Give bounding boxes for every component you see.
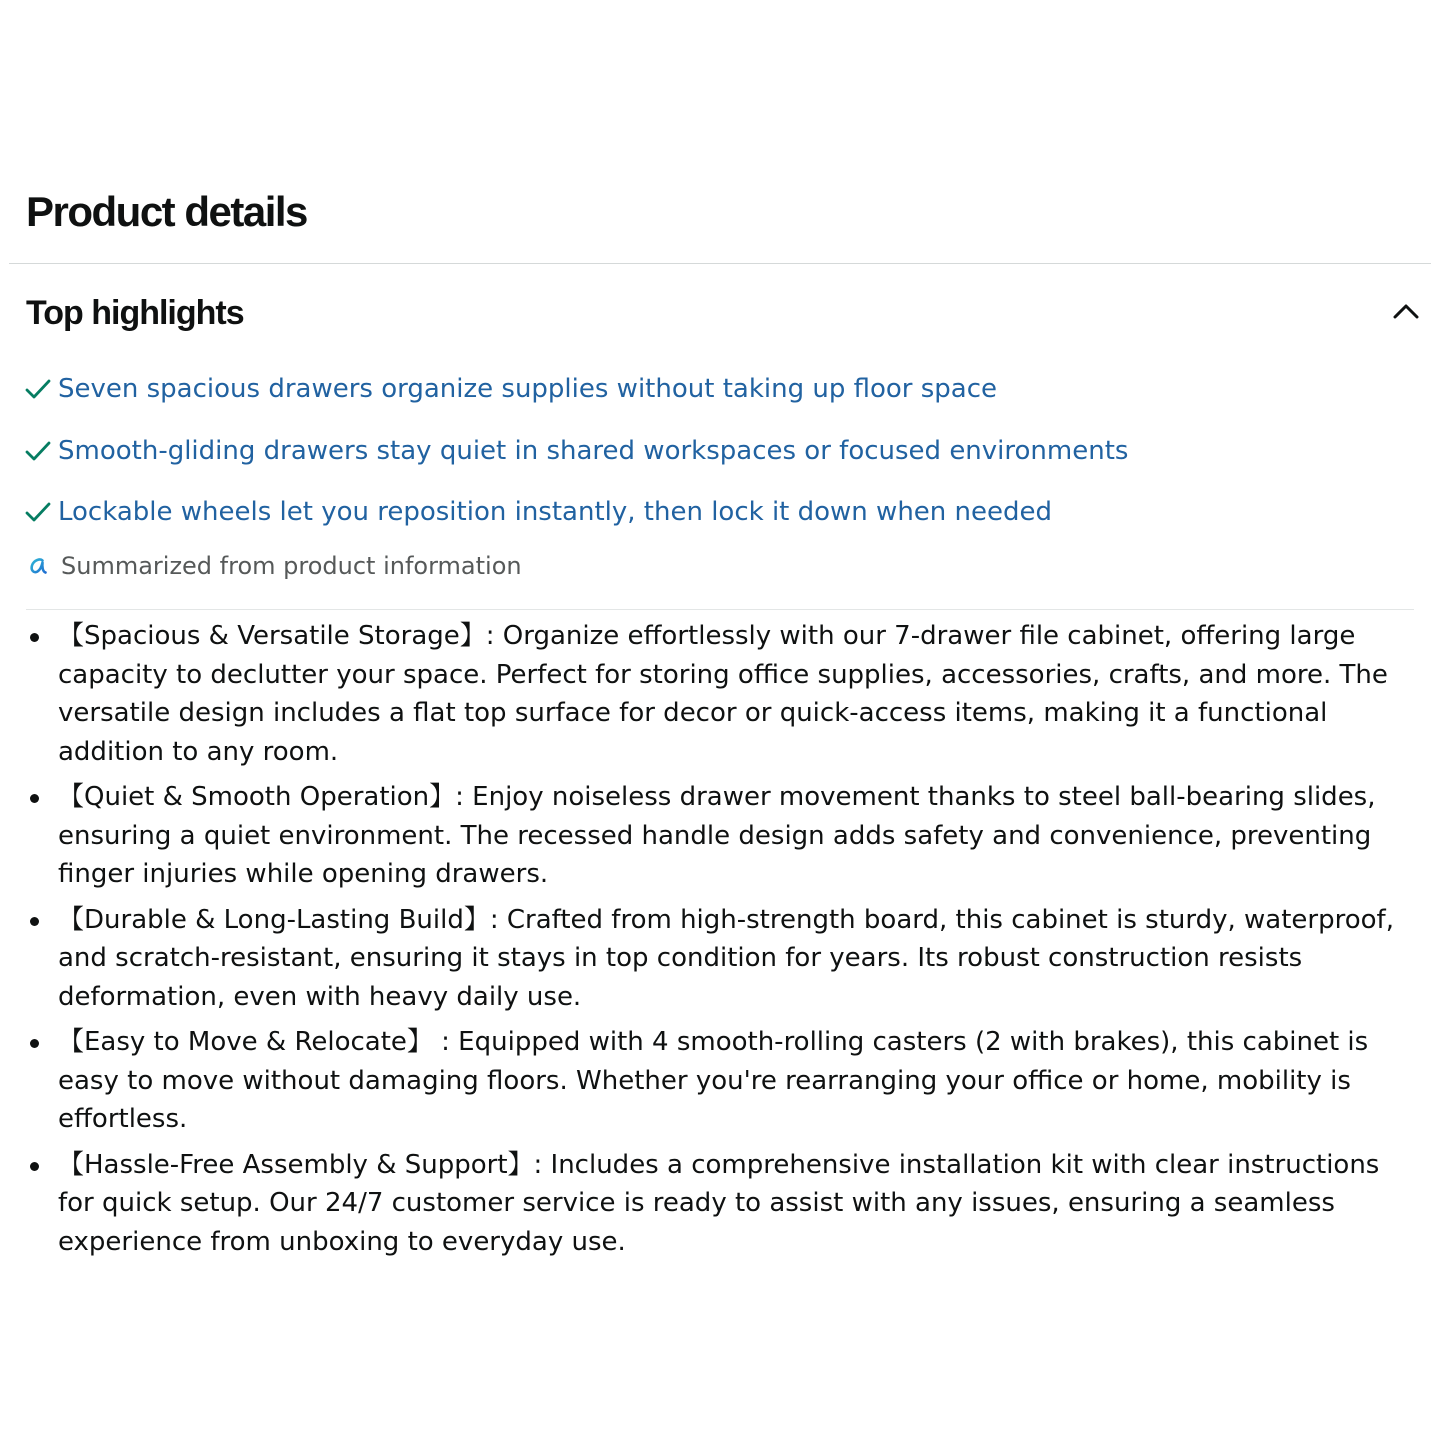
collapse-button[interactable] <box>1390 296 1422 328</box>
ai-summary-note <box>28 552 522 580</box>
check-icon <box>24 375 52 403</box>
summary-text: Summarized from product information <box>61 552 522 580</box>
feature-bullet <box>24 1023 1414 1139</box>
about-this-item-list <box>24 617 1414 1268</box>
page-title: Product details <box>26 188 307 235</box>
highlight-text: Seven spacious drawers organize supplies without taking up floor space <box>58 374 998 404</box>
highlights-divider <box>26 609 1414 610</box>
feature-text: 【Hassle-Free Assembly & Support】: Includes a comprehensive installation kit with clear instructions for quick setup. Our 24/7 customer service is ready to assist with any issues, ensuring a seamless experience from unboxing to everyday use. <box>58 1149 1380 1257</box>
chevron-up-icon <box>1390 296 1422 328</box>
bullet-dot <box>30 917 39 926</box>
bullet-dot <box>30 1039 39 1048</box>
feature-text: 【Quiet & Smooth Operation】: Enjoy noiseless drawer movement thanks to steel ball-bearing slides, ensuring a quiet environment. The recessed handle design adds safety and convenience, preventing finger injuries while opening drawers. <box>58 782 1376 889</box>
highlight-text: Lockable wheels let you reposition instantly, then lock it down when needed <box>58 497 1053 527</box>
bullet-dot <box>30 794 39 803</box>
check-icon <box>24 498 52 526</box>
section-divider <box>9 263 1431 264</box>
highlight-text: Smooth-gliding drawers stay quiet in shared workspaces or focused environments <box>58 435 1129 466</box>
bullet-dot <box>30 1162 39 1171</box>
highlight-item[interactable] <box>24 368 1128 410</box>
feature-text: 【Easy to Move & Relocate】 : Equipped with 4 smooth-rolling casters (2 with brakes), this cabinet is easy to move without damaging floors. Whether you're rearranging your office or home, mobility is effortless. <box>58 1027 1369 1134</box>
bullet-dot <box>30 633 39 642</box>
top-highlights-list <box>24 368 1128 553</box>
highlight-item[interactable] <box>24 491 1128 533</box>
top-highlights-header[interactable] <box>26 290 1422 338</box>
feature-bullet <box>24 1146 1414 1262</box>
feature-text: 【Durable & Long-Lasting Build】: Crafted from high-strength board, this cabinet is sturdy, waterproof, and scratch-resistant, ensuring it stays in top condition for years. Its robust construction resists deformation, even with heavy daily use. <box>58 904 1394 1012</box>
highlight-item[interactable] <box>24 430 1128 472</box>
feature-text: 【Spacious & Versatile Storage】: Organize effortlessly with our 7-drawer file cabinet, offering large capacity to declutter your space. Perfect for storing office supplies, accessories, crafts, and more. The versatile design includes a flat top surface for decor or quick-access items, making it a functional addition to any room. <box>58 621 1388 767</box>
check-icon <box>24 437 52 465</box>
feature-bullet <box>24 617 1414 771</box>
feature-bullet <box>24 901 1414 1017</box>
ai-summary-icon <box>28 555 50 577</box>
top-highlights-title: Top highlights <box>26 294 244 332</box>
feature-bullet <box>24 778 1414 894</box>
